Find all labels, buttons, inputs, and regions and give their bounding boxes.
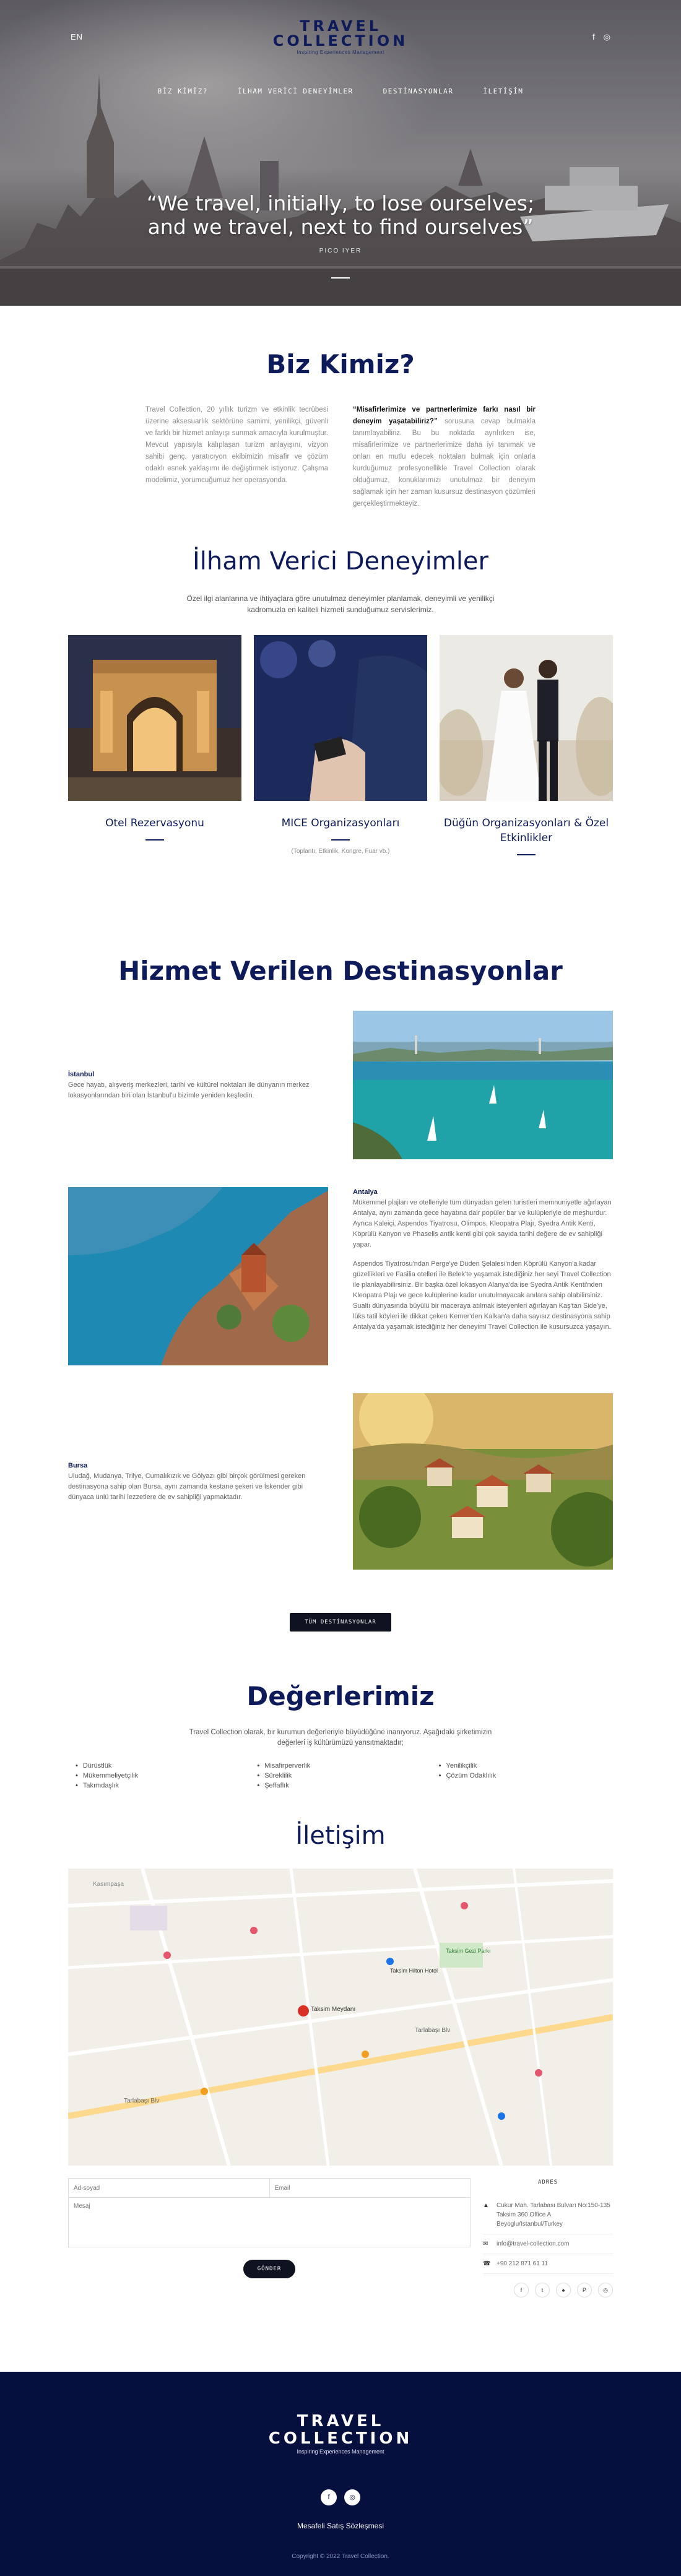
value-item: • Dürüstlük	[76, 1761, 249, 1771]
all-destinations-button[interactable]: TÜM DESTİNASYONLAR	[290, 1613, 391, 1632]
nav-item-experiences[interactable]: İLHAM VERİCİ DENEYİMLER	[237, 87, 354, 95]
facebook-icon[interactable]: f	[321, 2489, 337, 2505]
value-item: • Süreklilik	[257, 1771, 431, 1781]
istanbul-image	[353, 1011, 613, 1159]
copyright: Copyright © 2022 Travel Collection.	[292, 2553, 389, 2560]
experiences-section	[0, 547, 681, 894]
message-field[interactable]	[68, 2198, 471, 2247]
values-intro: Travel Collection olarak, bir kurumun değerleriyle büyüdüğüne inanıyoruz. Aşağıdaki şirketimizin değerleri iş kültürümüzü yansıtmaktadır;	[189, 1729, 492, 1747]
logo-line2: COLLECTION	[272, 32, 409, 50]
value-item: • Çözüm Odaklılık	[439, 1771, 613, 1781]
values-lists	[68, 1761, 613, 1791]
contact-inputs	[68, 2178, 471, 2198]
destination-name: Antalya	[353, 1188, 378, 1196]
location-icon: ▲	[483, 2202, 489, 2209]
mail-icon: ✉	[483, 2241, 488, 2247]
destination-text	[353, 1187, 613, 1333]
contact-form-row	[68, 2178, 613, 2297]
instagram-icon[interactable]: ◎	[598, 2283, 613, 2297]
map-label: Taksim Gezi Parkı	[446, 1948, 491, 1954]
contact-title: İletişim	[295, 1822, 386, 1850]
value-item: • Mükemmeliyetçilik	[76, 1771, 249, 1781]
address-text: Cukur Mah. Tarlabası Bulvarı No:150-135 Taksim 360 Office A Beyoglu/Istanbul/Turkey	[497, 2202, 610, 2228]
destination-description: Gece hayatı, alışveriş merkezleri, tarihi ve kültürel noktaları ile dünyanın merkez lokasyonlarından biri olan İstanbul'u bizimle yeniden keşfedin.	[68, 1081, 310, 1099]
distance-sales-link[interactable]: Mesafeli Satış Sözleşmesi	[297, 2522, 384, 2530]
experiences-intro: Özel ilgi alanlarına ve ihtiyaçlara göre unutulmaz deneyimler planlamak, deneyimli ve yenilikçi kadromuzla en kaliteli hizmeti sunduğumuz servislerimiz.	[186, 594, 495, 614]
phone-item[interactable]	[483, 2254, 613, 2274]
underline	[517, 854, 536, 855]
address-block	[483, 2178, 613, 2297]
contact-form	[68, 2178, 471, 2297]
logo-line2: COLLECTION	[268, 2429, 413, 2448]
location-map[interactable]	[68, 1869, 613, 2166]
email-text: info@travel-collection.com	[497, 2241, 570, 2247]
nav-item-contact[interactable]: İLETİŞİM	[483, 87, 524, 95]
destination-istanbul	[68, 1011, 613, 1159]
quote-line2: and we travel, next to find ourselves”	[147, 215, 534, 239]
quote-author: PICO IYER	[319, 248, 362, 254]
about-right-paragraph	[353, 404, 536, 510]
experience-cards	[68, 635, 613, 855]
phone-text: +90 212 871 61 11	[497, 2260, 548, 2267]
experience-subtitle-mice: (Toplantı, Etkinlik, Kongre, Fuar vb.)	[291, 848, 390, 855]
experience-title-mice: MICE Organizasyonları	[281, 817, 400, 829]
about-left-paragraph: Travel Collection, 20 yıllık turizm ve etkinlik tecrübesi üzerine aksesuarlık sektörüne samimi, yenilikçi, güvenli ve farklı bir hizmet anlayışı sunmak amacıyla kurulmuştur. Mevcut yapısıyla kalıplaşan turizm anlayışını, vizyon sahibi genç, yaratıcıyon ekibimizin misafir ve çözüm odaklı esnek yaklaşımı ile değiştirmek istiyoruz. Çalışma modelimiz, yorumcuğumuz her operasyonda.	[145, 406, 328, 484]
values-title: Değerlerimiz	[246, 1681, 435, 1711]
instagram-icon[interactable]: ◎	[344, 2489, 360, 2505]
underline	[331, 839, 350, 841]
site-footer	[0, 2372, 681, 2576]
nav-item-destinations[interactable]: DESTİNASYONLAR	[383, 87, 454, 95]
antalya-image	[68, 1187, 328, 1365]
mice-image	[254, 635, 427, 801]
values-column-3	[432, 1761, 613, 1791]
about-right-text: sorusuna cevap bulmakla tanımlayabiliriz. Bu bu noktada ayrılırken ise, misafirlerimize ve partnerlerimize daha iyi tanımak ve onları en mutlu edecek noktaları bulmak için onlarla kurduğumuz profesyonellikle Travel Collection olarak olduğumuz, konuklarımızı unutulmaz bir deneyim sağlamak için her zaman kusursuz destinasyon çözümleri gerçekleştirmekteyiz.	[353, 418, 536, 508]
experience-title-wedding: Düğün Organizasyonları & Özel Etkinlikler	[443, 817, 609, 844]
destination-description: Mükemmel plajları ve otelleriyle tüm dünyadan gelen turistleri memnuniyetle ağırlayan Antalya, aynı zamanda gece hayatına dair popüler bar ve kulüpleriyle de meşhurdur. Ayrıca Kaleiçi, Aspendos Tiyatrosu, Olimpos, Kleopatra Plajı, Syedra Antik Kenti, Köprülü Kanyon ve Phaselis antik kenti gibi çok sayıda tarihi değere de ev sahipliği yapar.	[353, 1199, 612, 1248]
destination-description-2: Aspendos Tiyatrosu'ndan Perge'ye Düden Şelalesi'nden Köprülü Kanyon'a kadar güzellikleri ve Fasilia otelleri ile Belek'te yaşamak istediğiniz her seyi Travel Collection ile planlayabilirsiniz. Bir başka özel lokasyon Alanya'da ise Syedra Antik Kenti'nden Kleopatra Plajı ve gece kulüplerine kadar unutulmayacak anılara sahip olabilirsiniz. Sualtı dünyasında büyülü bir maceraya atılmak isteyenleri ağırlayan Kaş'tan Side'ye, lüks tatil köyleri ile dikkat çeken Kemer'den Kalkan'a daha sayısız destinasyona sahip Antalya'da yaşamak istediğiniz her deneyimi Travel Collection ile kusursuzca yaşayın.	[353, 1260, 611, 1331]
contact-section	[0, 1791, 681, 2297]
experience-card-hotel[interactable]	[68, 635, 241, 855]
facebook-icon[interactable]: f	[592, 32, 595, 41]
header-social	[592, 32, 610, 42]
name-field[interactable]	[69, 2179, 269, 2197]
address-item	[483, 2196, 613, 2234]
instagram-icon[interactable]: ◎	[603, 32, 610, 41]
email-field[interactable]	[269, 2179, 471, 2197]
address-title: ADRES	[537, 2179, 558, 2185]
destination-text	[68, 1461, 328, 1503]
destinations-title: Hizmet Verilen Destinasyonlar	[118, 956, 563, 986]
twitter-icon[interactable]: t	[535, 2283, 550, 2297]
values-column-1	[68, 1761, 249, 1791]
map-label: Tarlabaşı Blv	[415, 2027, 451, 2034]
hero-divider	[331, 277, 350, 279]
experience-card-mice[interactable]	[254, 635, 427, 855]
logo-line1: TRAVEL	[297, 2412, 384, 2431]
email-item[interactable]	[483, 2234, 613, 2254]
values-section	[0, 1632, 681, 1791]
logo-tagline: Inspiring Experiences Management	[297, 2448, 384, 2455]
destination-text	[68, 1070, 328, 1101]
about-section	[0, 306, 681, 547]
value-item: • Misafirperverlik	[257, 1761, 431, 1771]
logo-tagline: Inspiring Experiences Management	[297, 50, 384, 55]
experiences-title: İlham Verici Deneyimler	[193, 547, 488, 576]
map-label: Taksim Hilton Hotel	[390, 1968, 438, 1974]
send-button[interactable]: GÖNDER	[243, 2260, 295, 2278]
quote-line1: “We travel, initially, to lose ourselves;	[146, 191, 535, 215]
wedding-image	[440, 635, 613, 801]
logo-line1: TRAVEL	[299, 17, 382, 35]
experience-title-hotel: Otel Rezervasyonu	[105, 817, 204, 829]
destination-name: İstanbul	[68, 1070, 95, 1078]
about-text	[145, 404, 536, 510]
facebook-icon[interactable]: f	[514, 2283, 529, 2297]
language-switch[interactable]: EN	[71, 32, 84, 41]
hotel-image	[68, 635, 241, 801]
value-item: • Takımdaşlık	[76, 1781, 249, 1791]
phone-icon: ☎	[483, 2260, 491, 2267]
main-nav	[0, 87, 681, 95]
destinations-section	[0, 894, 681, 1632]
map-label: Taksim Meydanı	[311, 2006, 356, 2013]
snapchat-icon[interactable]: ♠	[556, 2283, 571, 2297]
about-highlight: “Misafirlerimize ve partnerlerimize farkı nasıl bir deneyim yaşatabiliriz?”	[353, 406, 536, 425]
hero-quote	[0, 192, 681, 239]
destination-name: Bursa	[68, 1461, 88, 1469]
hero-section	[0, 0, 681, 306]
destination-bursa	[68, 1393, 613, 1570]
site-logo[interactable]	[0, 19, 681, 55]
contact-social	[483, 2283, 613, 2297]
map-label: Kasımpaşa	[93, 1881, 124, 1888]
underline	[145, 839, 164, 841]
destination-description: Uludağ, Mudanya, Trilye, Cumalıkızık ve Gölyazı gibi birçok görülmesi gereken destinasyona sahip olan Bursa, aynı zamanda kestane şekeri ve İskender gibi dünyaca ünlü tarihi lezzetlere de ev sahipliği yapmaktadır.	[68, 1472, 306, 1501]
experience-card-wedding[interactable]	[440, 635, 613, 855]
destination-antalya	[68, 1187, 613, 1365]
nav-item-about[interactable]: BİZ KİMİZ?	[157, 87, 208, 95]
value-item: • Yenilikçilik	[439, 1761, 613, 1771]
values-column-2	[249, 1761, 431, 1791]
footer-logo[interactable]	[0, 2372, 681, 2455]
footer-social	[0, 2489, 681, 2505]
about-title: Biz Kimiz?	[266, 349, 415, 379]
pinterest-icon[interactable]: P	[577, 2283, 592, 2297]
value-item: • Şeffaflık	[257, 1781, 431, 1791]
map-label: Tarlabaşı Blv	[124, 2098, 160, 2104]
bursa-image	[353, 1393, 613, 1570]
